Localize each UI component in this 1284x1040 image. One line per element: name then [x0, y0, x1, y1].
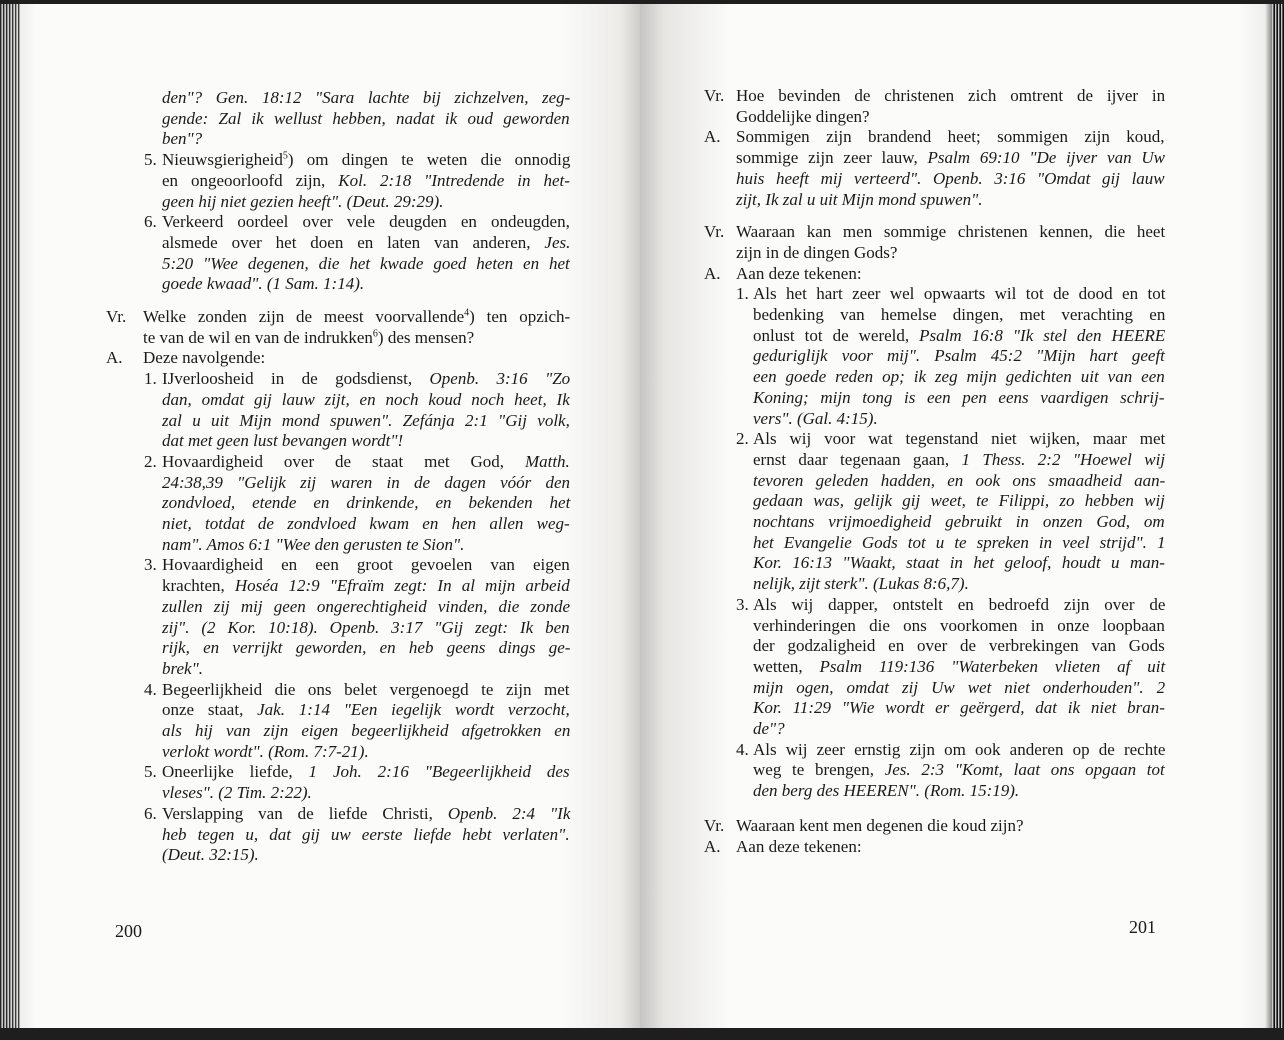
scripture-reference: Openb. 3:16 "Zo — [429, 369, 571, 389]
scripture-reference: een goede reden op; ik zeg mijn gedichten uit van een — [753, 367, 1165, 387]
text-run: IJverloosheid in de godsdienst, — [162, 369, 430, 389]
list-number: 6. — [144, 212, 157, 232]
text-line — [162, 742, 369, 762]
text-line — [162, 783, 312, 803]
scripture-reference: brek". — [162, 658, 203, 678]
scripture-reference: Kor. 16:13 "Waakt, staat in het geloof, houdt u man- — [753, 553, 1165, 573]
text-line — [753, 636, 1165, 656]
text-run: Verkeerd oordeel over vele deugden en ondeugden, — [162, 212, 570, 232]
text-line — [162, 390, 570, 410]
text-line — [753, 657, 1165, 677]
list-number: 6. — [144, 803, 157, 823]
scripture-reference: het Evangelie Gods tot u te spreken in veel strijd". 1 — [753, 532, 1166, 552]
text-line — [753, 781, 1019, 801]
text-line — [162, 825, 570, 845]
text-run: ernst daar tegenaan gaan, — [753, 449, 962, 469]
list-number: 5. — [144, 762, 157, 782]
text-line — [753, 678, 1165, 698]
text-line — [162, 804, 570, 824]
scripture-reference: zal u uit Mijn mond spuwen". Zefánja 2:1 "Gij volk, — [162, 410, 570, 430]
text-line — [162, 680, 570, 700]
list-number: 1. — [736, 284, 749, 304]
text-run: Aan deze tekenen: — [736, 836, 862, 856]
question-label: Vr. — [704, 222, 725, 242]
page-number: 200 — [115, 921, 142, 941]
text-line — [162, 576, 570, 596]
footnote-marker: 5 — [282, 150, 288, 162]
text-run: en ongeoorloofd zijn, — [162, 170, 339, 190]
text-line — [162, 845, 259, 865]
scripture-reference: Kol. 2:18 "Intredende in het- — [338, 170, 570, 190]
list-number: 1. — [144, 369, 157, 389]
scripture-reference: Jes. 2:3 "Komt, laat ons opgaan tot — [884, 760, 1165, 780]
text-line — [162, 721, 570, 741]
list-number: 2. — [736, 429, 749, 449]
text-line — [753, 719, 785, 739]
text-run: bedenking van hemelse dingen, met verachting en — [753, 305, 1166, 324]
scripture-reference: Psalm 69:10 "De ijver van Uw — [927, 148, 1166, 168]
scripture-reference: dan, omdat gij lauw zijt, en noch koud noch heet, Ik — [162, 389, 570, 409]
text-run: weg te brengen, — [753, 760, 885, 780]
scripture-reference: zullen zij mij geen ongerechtigheid vinden, die zonde — [162, 596, 571, 616]
text-line — [753, 491, 1165, 511]
text-line — [753, 740, 1165, 760]
left-page — [0, 4, 640, 1030]
text-line — [753, 409, 878, 429]
scripture-reference: Koning; mijn tong is een pen eens vaardigen schrij- — [753, 387, 1165, 407]
text-line — [162, 535, 464, 555]
text-run: Goddelijke dingen? — [736, 106, 870, 126]
text-run: Als wij voor wat tegenstand niet wijken, maar met — [753, 429, 1166, 449]
text-line — [736, 86, 1165, 106]
text-run: Hoe bevinden de christenen zich omtrent de ijver in — [736, 86, 1166, 105]
answer-label: A. — [704, 836, 721, 856]
text-run: Hovaardigheid en een groot gevoelen van eigen — [162, 555, 570, 575]
scripture-reference: tevoren geleden hadden, en ook ons smaadheid aan- — [753, 470, 1166, 490]
scanner-bottom-edge — [0, 1028, 1284, 1040]
answer-label: A. — [704, 127, 721, 147]
text-run: Nieuwsgierigheid — [162, 150, 283, 170]
text-run: ) ten opzich- — [469, 307, 571, 326]
text-line — [162, 473, 570, 493]
text-line — [162, 192, 443, 212]
text-run: sommige zijn zeer lauw, — [736, 148, 928, 168]
text-run: Welke zonden zijn de meest voorvallende — [143, 307, 465, 326]
text-line — [753, 471, 1165, 491]
text-line — [162, 254, 570, 274]
text-run: alsmede over het doen en laten van anderen, — [162, 232, 545, 252]
text-run: der godzaligheid en over de verbrekingen van Gods — [753, 636, 1165, 656]
text-line — [736, 169, 1165, 189]
scripture-reference: vleses". (2 Tim. 2:22). — [162, 783, 312, 803]
scripture-reference: Psalm 16:8 "Ik stel den HEERE — [919, 325, 1166, 345]
text-run: verhinderingen die ons voorkomen in onze loopbaan — [753, 615, 1165, 635]
text-line — [753, 388, 1165, 408]
text-line — [162, 700, 570, 720]
text-line — [753, 429, 1165, 449]
right-page-edges — [1272, 4, 1284, 1030]
text-run: onze staat, — [162, 700, 258, 720]
scripture-reference: 1 Joh. 2:16 "Begeerlijkheid des — [308, 762, 570, 782]
text-line — [162, 431, 403, 451]
text-line — [753, 305, 1165, 325]
scripture-reference: gedaan was, gelijk gij weet, te Filippi, zo hebben wij — [753, 491, 1165, 511]
list-number: 4. — [144, 679, 157, 699]
scripture-reference: Kor. 11:29 "Wie wordt er geërgerd, dat ik niet bran- — [753, 698, 1165, 718]
scripture-reference: verlokt wordt". (Rom. 7:7-21). — [162, 741, 369, 761]
scripture-reference: rijk, en verrijkt geworden, en heb geens dings ge- — [162, 638, 571, 658]
text-run: Als wij zeer ernstig zijn om ook anderen op de rechte — [753, 739, 1166, 759]
scripture-reference: Jes. — [544, 232, 571, 252]
scripture-reference: Psalm 119:136 "Waterbeken vlieten af uit — [819, 656, 1166, 676]
text-line — [753, 595, 1165, 615]
list-number: 2. — [144, 451, 157, 471]
footnote-marker: 4 — [464, 307, 470, 319]
text-line — [753, 512, 1165, 532]
left-page-edges — [0, 4, 20, 1030]
text-line — [736, 816, 1024, 836]
scripture-reference: mijn ogen, omdat zij Uw wet niet onderhouden". 2 — [753, 677, 1166, 697]
text-line — [162, 274, 364, 294]
scripture-reference: goede kwaad". (1 Sam. 1:14). — [162, 274, 365, 294]
text-line — [162, 597, 570, 617]
scripture-reference: den berg des HEEREN". (Rom. 15:19). — [753, 781, 1020, 801]
answer-label: A. — [106, 348, 123, 368]
scripture-reference: Openb. 2:4 "Ik — [447, 803, 571, 823]
text-line — [162, 411, 570, 431]
text-line — [753, 553, 1165, 573]
text-line — [162, 88, 570, 108]
text-run: Sommigen zijn brandend heet; sommigen zijn koud, — [736, 127, 1165, 147]
text-run: Waaraan kent men degenen die koud zijn? — [736, 815, 1024, 835]
text-line — [753, 326, 1165, 346]
list-number: 3. — [736, 594, 749, 614]
text-line — [162, 369, 570, 389]
text-line — [736, 243, 897, 263]
text-line — [162, 555, 570, 575]
text-run: Waaraan kan men sommige christenen kennen, die heet — [736, 222, 1166, 242]
text-run: ) des mensen? — [377, 327, 475, 347]
text-run: Als wij dapper, ontstelt en bedroefd zijn over de — [753, 594, 1166, 614]
scripture-reference: Jak. 1:14 "Een iegelijk wordt verzocht, — [257, 700, 570, 720]
scripture-reference: dat met geen lust bevangen wordt"! — [162, 431, 404, 451]
question-label: Vr. — [704, 815, 725, 835]
question-label: Vr. — [704, 86, 725, 105]
text-run: Als het hart zeer wel opwaarts wil tot de dood en tot — [753, 284, 1166, 304]
text-line — [753, 367, 1165, 387]
page-number: 201 — [1129, 917, 1156, 937]
scripture-reference: zijt, Ik zal u uit Mijn mond spuwen". — [736, 189, 983, 209]
scripture-reference: ben"? — [162, 129, 203, 149]
scripture-reference: 5:20 "Wee degenen, die het kwade goed heten en het — [162, 253, 570, 273]
text-line — [736, 127, 1165, 147]
text-run: Verslapping van de liefde Christi, — [162, 803, 448, 823]
text-run: Begeerlijkheid die ons belet vergenoegd te zijn met — [162, 679, 570, 699]
scripture-reference: vers". (Gal. 4:15). — [753, 408, 878, 428]
text-line — [736, 264, 862, 284]
text-line — [162, 150, 570, 170]
scripture-reference: als hij van zijn eigen begeerlijkheid afgetrokken en — [162, 721, 571, 740]
text-line — [736, 190, 983, 210]
text-line — [162, 233, 570, 253]
scripture-reference: de"? — [753, 719, 785, 738]
text-line — [162, 493, 570, 513]
scripture-reference: nelijk, zijt sterk". (Lukas 8:6,7). — [753, 574, 969, 594]
text-line — [753, 346, 1165, 366]
text-line — [753, 284, 1165, 304]
text-line — [162, 638, 570, 658]
list-number: 4. — [736, 739, 749, 759]
right-page — [640, 4, 1284, 1030]
scripture-reference: zondvloed, etende en drinkende, en bekenden het — [162, 493, 571, 513]
scripture-reference: huis heeft mij verteerd". Openb. 3:16 "Omdat gij lauw — [736, 168, 1165, 188]
footnote-marker: 6 — [372, 328, 378, 340]
text-line — [143, 348, 265, 368]
scripture-reference: 24:38,39 "Gelijk zij waren in de dagen vóór den — [162, 472, 571, 492]
text-run: krachten, — [162, 576, 235, 596]
scripture-reference: Matth. — [524, 451, 570, 471]
scripture-reference: Hoséa 12:9 "Efraïm zegt: In al mijn arbeid — [234, 576, 570, 596]
text-run: Aan deze tekenen: — [736, 263, 862, 283]
text-line — [753, 574, 969, 594]
scripture-reference: geduriglijk voor mij". Psalm 45:2 "Mijn hart geeft — [753, 346, 1165, 366]
text-run: ) om dingen te weten die onnodig — [287, 150, 571, 170]
scripture-reference: den"? Gen. 18:12 "Sara lachte bij zichzelven, zeg- — [162, 88, 571, 107]
scripture-reference: gende: Zal ik wellust hebben, nadat ik oud geworden — [162, 108, 570, 128]
text-line — [162, 762, 570, 782]
text-line — [143, 307, 570, 327]
text-run: wetten, — [753, 656, 820, 676]
text-line — [162, 109, 570, 129]
text-line — [143, 328, 474, 348]
text-run: Oneerlijke liefde, — [162, 762, 309, 782]
text-line — [162, 618, 570, 638]
text-line — [736, 837, 862, 857]
scripture-reference: heb tegen u, dat gij uw eerste liefde hebt verlaten". — [162, 824, 570, 844]
text-line — [753, 698, 1165, 718]
text-line — [162, 212, 570, 232]
text-line — [162, 514, 570, 534]
text-line — [162, 129, 202, 149]
scripture-reference: geen hij niet gezien heeft". (Deut. 29:29). — [162, 191, 444, 211]
scripture-reference: 1 Thess. 2:2 "Hoewel wij — [961, 449, 1166, 469]
text-line — [753, 760, 1165, 780]
text-run: onlust tot de wereld, — [753, 325, 920, 345]
scripture-reference: niet, totdat de zondvloed kwam en hen allen weg- — [162, 514, 570, 533]
scripture-reference: (Deut. 32:15). — [162, 845, 259, 865]
question-label: Vr. — [106, 307, 127, 326]
text-line — [736, 222, 1165, 242]
scripture-reference: nochtans vrijmoedigheid gebruikt in onzen God, om — [753, 512, 1165, 531]
text-line — [736, 148, 1165, 168]
list-number: 5. — [144, 150, 157, 170]
text-run: Deze navolgende: — [143, 348, 266, 368]
text-line — [753, 616, 1165, 636]
text-run: te van de wil en van de indrukken — [143, 327, 373, 347]
text-run: Hovaardigheid over de staat met God, — [162, 451, 525, 471]
list-number: 3. — [144, 555, 157, 575]
text-line — [736, 107, 870, 127]
text-line — [162, 659, 203, 679]
text-line — [162, 171, 570, 191]
text-line — [753, 533, 1165, 553]
scripture-reference: zij". (2 Kor. 10:18). Openb. 3:17 "Gij zegt: Ik ben — [162, 617, 570, 637]
answer-label: A. — [704, 263, 721, 283]
scripture-reference: nam". Amos 6:1 "Wee den gerusten te Sion". — [162, 534, 465, 554]
text-run: zijn in de dingen Gods? — [736, 242, 898, 262]
text-line — [162, 452, 570, 472]
text-line — [753, 450, 1165, 470]
